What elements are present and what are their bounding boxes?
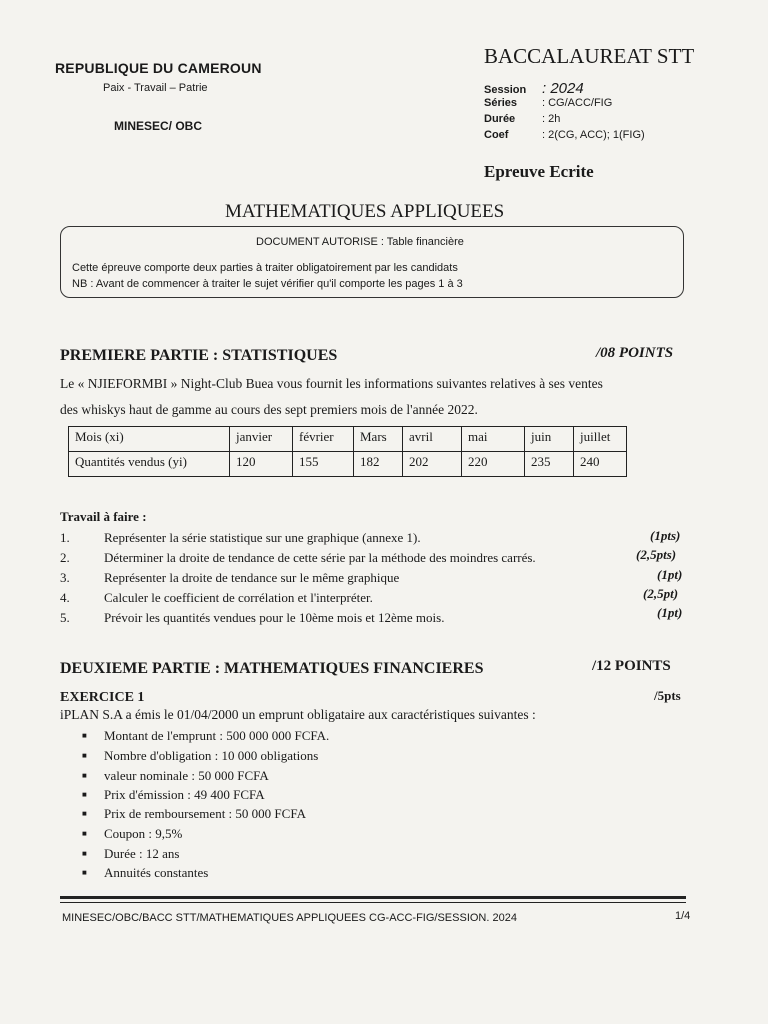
notice-parts: Cette épreuve comporte deux parties à traiter obligatoirement par les candidats	[72, 262, 458, 274]
task-item: 5. Prévoir les quantités vendues pour le 10ème mois et 12ème mois.	[60, 610, 445, 625]
exercise-intro: iPLAN S.A a émis le 01/04/2000 un emprunt obligataire aux caractéristiques suivantes :	[60, 707, 536, 722]
task-points: (2,5pts)	[636, 547, 677, 562]
country-name: REPUBLIQUE DU CAMEROUN	[55, 60, 262, 76]
square-bullet-icon: ■	[82, 771, 87, 780]
meta-coef: Coef : 2(CG, ACC); 1(FIG)	[484, 129, 645, 141]
task-item: 3. Représenter la droite de tendance sur le même graphique	[60, 570, 400, 585]
footer-reference: MINESEC/OBC/BACC STT/MATHEMATIQUES APPLIQUEES CG-ACC-FIG/SESSION. 2024	[62, 912, 517, 924]
task-points: (1pt)	[657, 605, 683, 620]
country-motto: Paix - Travail – Patrie	[103, 82, 208, 94]
task-item: 4. Calculer le coefficient de corrélation et l'interpréter.	[60, 590, 373, 605]
footer-divider-thin	[60, 902, 686, 903]
exam-title: BACCALAUREAT STT	[484, 44, 695, 68]
footer-divider	[60, 896, 686, 899]
list-item: ■ Nombre d'obligation : 10 000 obligations	[82, 748, 319, 763]
task-item: 1. Représenter la série statistique sur une graphique (annexe 1).	[60, 530, 421, 545]
list-item: ■ Prix d'émission : 49 400 FCFA	[82, 787, 265, 802]
notice-nb: NB : Avant de commencer à traiter le sujet vérifier qu'il comporte les pages 1 à 3	[72, 278, 463, 290]
table-cell: mai	[462, 427, 525, 452]
part1-intro-line1: Le « NJIEFORMBI » Night-Club Buea vous fournit les informations suivantes relatives à ses ventes	[60, 376, 603, 391]
table-cell: 220	[462, 452, 525, 477]
square-bullet-icon: ■	[82, 751, 87, 760]
table-cell: 120	[230, 452, 293, 477]
table-cell: février	[293, 427, 354, 452]
ministry: MINESEC/ OBC	[114, 119, 203, 133]
list-item: ■ Coupon : 9,5%	[82, 826, 183, 841]
meta-duration: Durée : 2h	[484, 113, 561, 125]
part1-title: PREMIERE PARTIE : STATISTIQUES	[60, 347, 338, 364]
square-bullet-icon: ■	[82, 809, 87, 818]
exercise-title: EXERCICE 1	[60, 690, 145, 705]
table-cell: avril	[403, 427, 462, 452]
table-cell: 235	[525, 452, 574, 477]
square-bullet-icon: ■	[82, 868, 87, 877]
square-bullet-icon: ■	[82, 790, 87, 799]
table-cell: juillet	[574, 427, 627, 452]
square-bullet-icon: ■	[82, 849, 87, 858]
part2-points: /12 POINTS	[592, 658, 671, 674]
subject-title: MATHEMATIQUES APPLIQUEES	[225, 201, 505, 222]
task-points: (2,5pt)	[643, 586, 679, 601]
table-header-cell: Mois (xi)	[69, 427, 230, 452]
list-item: ■ Montant de l'emprunt : 500 000 000 FCFA.	[82, 728, 330, 743]
task-item: 2. Déterminer la droite de tendance de cette série par la méthode des moindres carrés.	[60, 550, 536, 565]
notice-authorised: DOCUMENT AUTORISE : Table financière	[256, 236, 464, 248]
table-row	[69, 427, 627, 452]
list-item: ■ Durée : 12 ans	[82, 846, 180, 861]
square-bullet-icon: ■	[82, 829, 87, 838]
page-number: 1/4	[675, 910, 691, 922]
meta-series: Séries : CG/ACC/FIG	[484, 97, 613, 109]
part1-intro-line2: des whiskys haut de gamme au cours des sept premiers mois de l'année 2022.	[60, 402, 478, 417]
table-cell: Mars	[354, 427, 403, 452]
part2-title: DEUXIEME PARTIE : MATHEMATIQUES FINANCIERES	[60, 660, 484, 677]
part1-points: /08 POINTS	[596, 345, 674, 361]
table-cell: 182	[354, 452, 403, 477]
list-item: ■ valeur nominale : 50 000 FCFA	[82, 768, 269, 783]
sales-table	[68, 426, 627, 477]
work-title: Travail à faire :	[60, 509, 147, 524]
table-header-cell: Quantités vendus (yi)	[69, 452, 230, 477]
task-points: (1pt)	[657, 567, 683, 582]
list-item: ■ Annuités constantes	[82, 865, 209, 880]
table-cell: 155	[293, 452, 354, 477]
epreuve-label: Epreuve Ecrite	[484, 162, 594, 181]
table-row	[69, 452, 627, 477]
square-bullet-icon: ■	[82, 731, 87, 740]
list-item: ■ Prix de remboursement : 50 000 FCFA	[82, 806, 306, 821]
task-points: (1pts)	[650, 528, 681, 543]
meta-session: Session : 2024	[484, 80, 584, 97]
table-cell: juin	[525, 427, 574, 452]
exercise-points: /5pts	[654, 688, 681, 703]
table-cell: janvier	[230, 427, 293, 452]
table-cell: 202	[403, 452, 462, 477]
table-cell: 240	[574, 452, 627, 477]
notice-box	[60, 226, 684, 298]
